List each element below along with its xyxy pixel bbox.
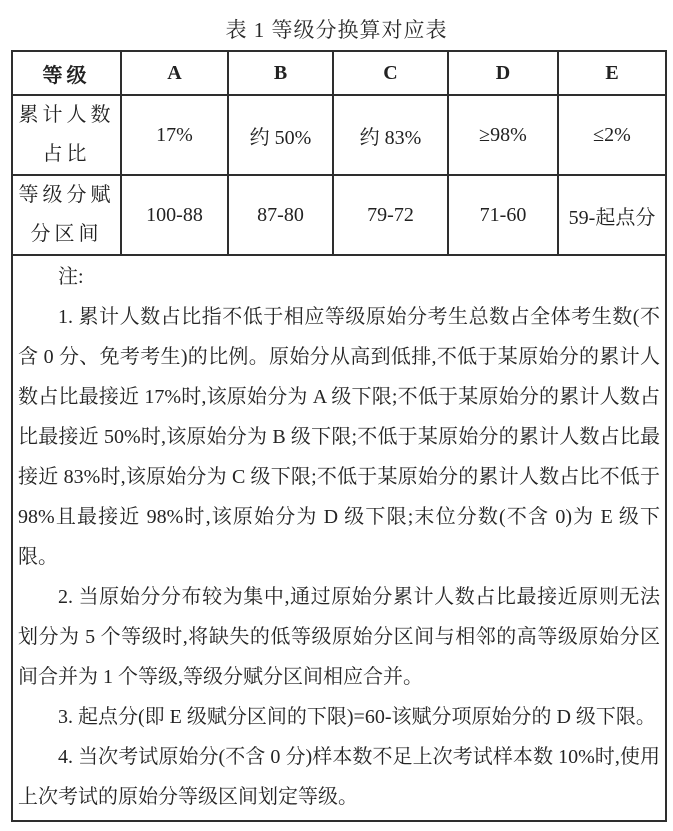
row-label-line: 占比 — [42, 143, 91, 165]
table-cell-interval-c: 79-72 — [333, 175, 448, 255]
header-cell-a: A — [121, 51, 228, 95]
notes-section — [12, 255, 666, 821]
table-cell-ratio-d: ≥98% — [448, 95, 558, 175]
table-cell-interval-a: 100-88 — [121, 175, 228, 255]
header-cell-grade: 等级 — [12, 51, 121, 95]
row-label-line: 分区间 — [30, 223, 103, 245]
table-cell-ratio-a: 17% — [121, 95, 228, 175]
grade-conversion-table — [11, 50, 667, 822]
table-cell-interval-e: 59-起点分 — [558, 175, 666, 255]
table-row-cumulative-ratio — [12, 95, 666, 175]
table-row-notes — [12, 255, 666, 821]
row-label-cumulative-ratio — [12, 95, 121, 175]
table-cell-ratio-c: 约 83% — [333, 95, 448, 175]
header-cell-d: D — [448, 51, 558, 95]
header-cell-c: C — [333, 51, 448, 95]
note-item-1: 1. 累计人数占比指不低于相应等级原始分考生总数占全体考生数(不含 0 分、免考考生)的比例。原始分从高到低排,不低于某原始分的累计人数占比最接近 17%时,该原始分为 A 级下限;不低于某原始分的累计人数占比最接近 50%时,该原始分为 B 级下限;不低于某原始分的累计人数占比最接近 83%时,该原始分为 C 级下限;不低于某原始分的累计人数占比不低于 98%且最接近 98%时,该原始分为 D 级下限;末位分数(不含 0)为 E 级下限。 — [18, 306, 660, 568]
table-cell-ratio-b: 约 50% — [228, 95, 333, 175]
row-label-score-interval — [12, 175, 121, 255]
header-cell-e: E — [558, 51, 666, 95]
row-label-line: 等级分赋 — [18, 184, 115, 206]
table-cell-interval-b: 87-80 — [228, 175, 333, 255]
note-item-4: 4. 当次考试原始分(不含 0 分)样本数不足上次考试样本数 10%时,使用上次考试的原始分等级区间划定等级。 — [18, 746, 660, 808]
note-item-3: 3. 起点分(即 E 级赋分区间的下限)=60-该赋分项原始分的 D 级下限。 — [58, 706, 656, 728]
table-row-score-interval — [12, 175, 666, 255]
notes-heading: 注: — [58, 266, 84, 288]
table-cell-ratio-e: ≤2% — [558, 95, 666, 175]
note-item-2: 2. 当原始分分布较为集中,通过原始分累计人数占比最接近原则无法划分为 5 个等级时,将缺失的低等级原始分区间与相邻的高等级原始分区间合并为 1 个等级,等级分赋分区间相应合并。 — [18, 586, 660, 688]
table-header-row — [12, 51, 666, 95]
table-title: 表 1 等级分换算对应表 — [225, 18, 448, 42]
table-cell-interval-d: 71-60 — [448, 175, 558, 255]
row-label-line: 累计人数 — [18, 104, 115, 126]
header-cell-b: B — [228, 51, 333, 95]
